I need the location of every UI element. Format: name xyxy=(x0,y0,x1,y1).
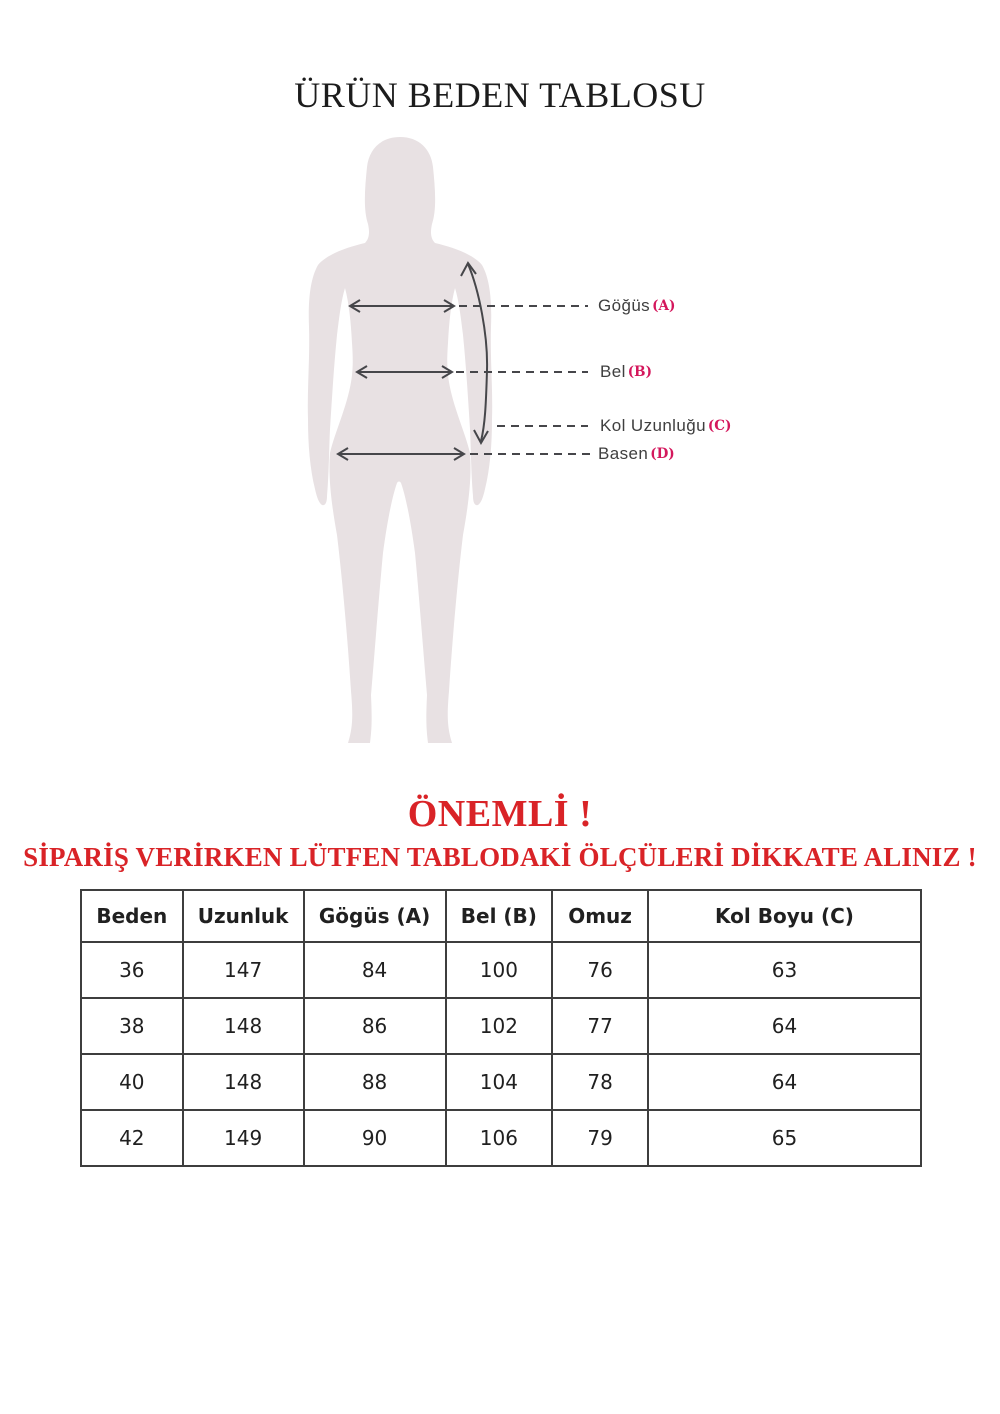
col-header-gogus: Gögüs (A) xyxy=(304,890,446,942)
size-table-header-row xyxy=(81,890,921,942)
label-hip-code: (D) xyxy=(650,446,675,462)
chest-measure-arrow xyxy=(350,300,454,312)
waist-measure-arrow xyxy=(357,366,452,378)
cell: 147 xyxy=(183,942,304,998)
arm-length-curve-arrow xyxy=(461,263,488,443)
col-header-kol-boyu: Kol Boyu (C) xyxy=(648,890,921,942)
cell: 149 xyxy=(183,1110,304,1166)
cell: 84 xyxy=(304,942,446,998)
label-hip-text: Basen xyxy=(598,444,649,463)
cell: 86 xyxy=(304,998,446,1054)
size-table xyxy=(80,889,922,1167)
col-header-beden: Beden xyxy=(81,890,183,942)
table-row-size-38 xyxy=(81,998,921,1054)
cell: 100 xyxy=(446,942,553,998)
label-waist-code: (B) xyxy=(627,364,652,380)
label-waist-text: Bel xyxy=(600,362,626,381)
cell: 64 xyxy=(648,998,921,1054)
cell: 88 xyxy=(304,1054,446,1110)
label-chest-text: Göğüs xyxy=(598,296,651,315)
cell: 78 xyxy=(552,1054,648,1110)
important-warning: SİPARİŞ VERİRKEN LÜTFEN TABLODAKİ ÖLÇÜLERİ DİKKATE ALINIZ ! xyxy=(23,842,977,872)
label-arm-length xyxy=(600,415,731,438)
label-waist xyxy=(600,361,652,384)
label-arm-length-text: Kol Uzunluğu xyxy=(600,416,706,435)
table-row-size-36 xyxy=(81,942,921,998)
col-header-omuz: Omuz xyxy=(552,890,648,942)
cell: 63 xyxy=(648,942,921,998)
measurement-lines xyxy=(0,130,1000,770)
page-title: ÜRÜN BEDEN TABLOSU xyxy=(294,75,706,115)
col-header-bel: Bel (B) xyxy=(446,890,553,942)
cell: 40 xyxy=(81,1054,183,1110)
label-chest xyxy=(598,295,675,318)
label-chest-code: (A) xyxy=(652,298,676,314)
hip-measure-arrow xyxy=(338,448,464,460)
cell: 42 xyxy=(81,1110,183,1166)
cell: 106 xyxy=(446,1110,553,1166)
table-row-size-42 xyxy=(81,1110,921,1166)
cell: 102 xyxy=(446,998,553,1054)
cell: 148 xyxy=(183,1054,304,1110)
label-arm-length-code: (C) xyxy=(707,418,732,434)
cell: 79 xyxy=(552,1110,648,1166)
cell: 90 xyxy=(304,1110,446,1166)
cell: 36 xyxy=(81,942,183,998)
cell: 38 xyxy=(81,998,183,1054)
cell: 64 xyxy=(648,1054,921,1110)
label-hip xyxy=(598,443,675,466)
cell: 77 xyxy=(552,998,648,1054)
table-row-size-40 xyxy=(81,1054,921,1110)
cell: 148 xyxy=(183,998,304,1054)
cell: 104 xyxy=(446,1054,553,1110)
cell: 76 xyxy=(552,942,648,998)
col-header-uzunluk: Uzunluk xyxy=(183,890,304,942)
cell: 65 xyxy=(648,1110,921,1166)
important-heading: ÖNEMLİ ! xyxy=(407,793,593,835)
